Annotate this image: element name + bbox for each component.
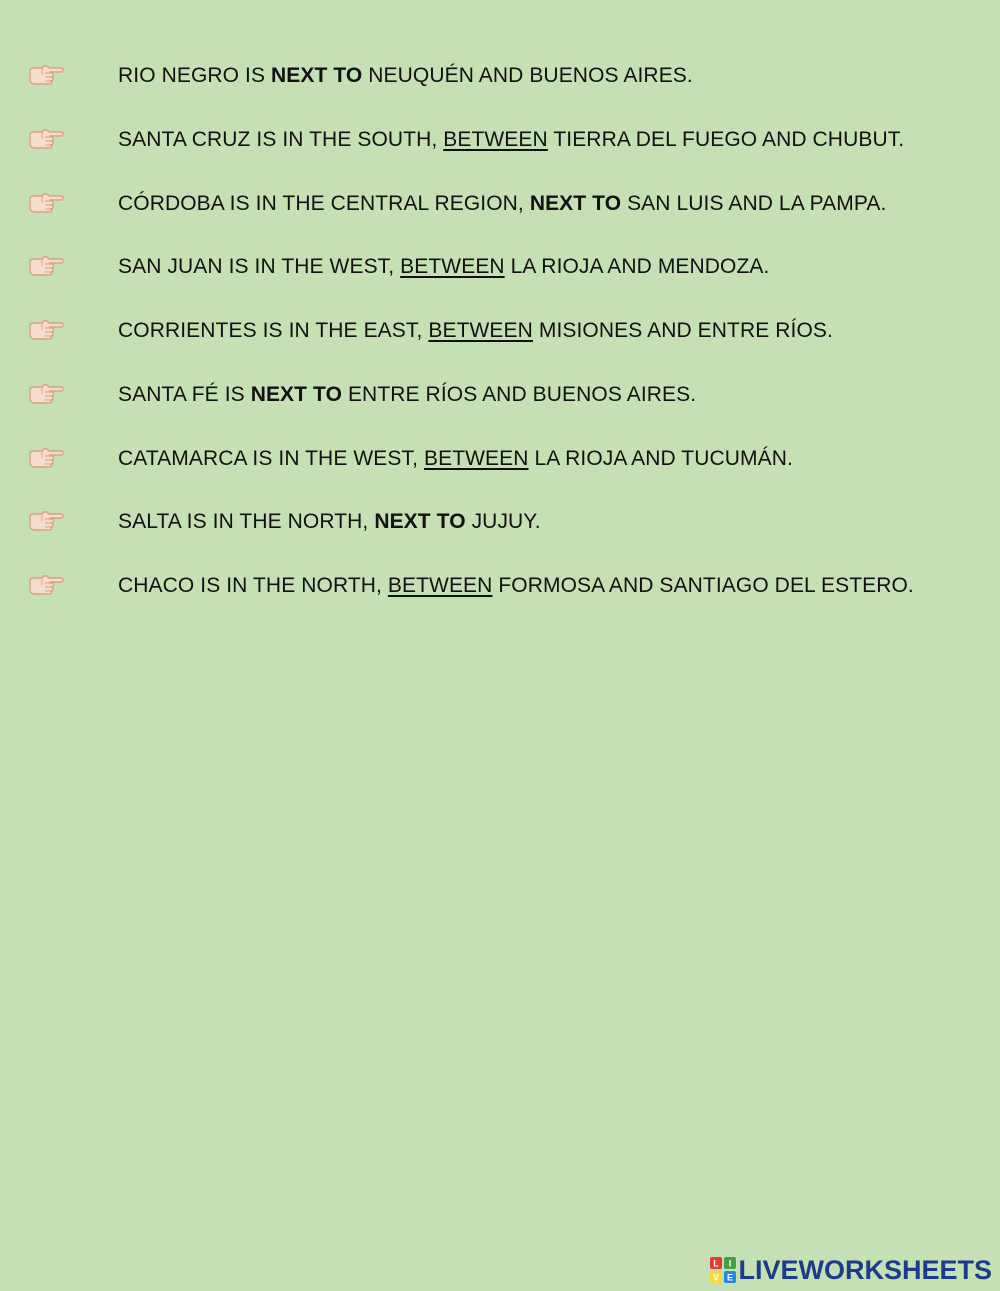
sentence-text — [118, 508, 541, 536]
keyword-between: BETWEEN — [423, 446, 529, 470]
sentence-fragment: MISIONES AND ENTRE RÍOS. — [532, 319, 833, 342]
brand-name: LIVEWORKSHEETS — [738, 1255, 992, 1285]
pointing-hand-icon — [28, 318, 64, 340]
pointing-hand-icon — [28, 573, 64, 595]
pointing-hand-icon — [28, 509, 64, 531]
sentence-fragment: SALTA IS IN THE NORTH, — [118, 510, 375, 534]
sentence-fragment: CÓRDOBA IS IN THE CENTRAL REGION, — [118, 191, 530, 215]
sentence-text — [118, 317, 833, 345]
list-item — [0, 120, 1000, 184]
keyword-next-to: NEXT TO — [374, 510, 466, 534]
sentence-text — [118, 572, 914, 600]
list-item — [0, 184, 1000, 248]
sentence-fragment: TIERRA DEL FUEGO AND CHUBUT. — [547, 127, 905, 151]
keyword-next-to: NEXT TO — [250, 382, 343, 406]
keyword-between: BETWEEN — [428, 319, 533, 342]
sentence-fragment: LA RIOJA AND MENDOZA. — [504, 255, 770, 279]
list-item — [0, 375, 1000, 439]
list-item — [0, 566, 1000, 630]
sentence-text — [118, 190, 886, 218]
pointing-hand-icon — [28, 191, 64, 213]
pointing-hand-icon — [28, 254, 64, 276]
logo-letter-e: E — [727, 1272, 734, 1283]
logo-letter-v: V — [713, 1272, 720, 1283]
sentence-fragment: LA RIOJA AND TUCUMÁN. — [528, 446, 793, 470]
list-item — [0, 311, 1000, 375]
sentence-fragment: SANTA CRUZ IS IN THE SOUTH, — [118, 127, 444, 151]
sentence-text — [118, 253, 769, 281]
sentence-list — [0, 56, 1000, 630]
sentence-text — [118, 126, 904, 154]
pointing-hand-icon — [28, 63, 64, 85]
pointing-hand-icon — [28, 127, 64, 149]
sentence-fragment: SANTA FÉ IS — [118, 382, 251, 406]
liveworksheets-logo-icon — [710, 1257, 736, 1283]
keyword-between: BETWEEN — [443, 127, 548, 151]
sentence-text — [118, 62, 693, 90]
sentence-text — [118, 381, 696, 409]
liveworksheets-branding[interactable] — [710, 1255, 992, 1285]
sentence-fragment: CHACO IS IN THE NORTH, — [118, 574, 388, 597]
sentence-fragment: RIO NEGRO IS — [118, 64, 271, 87]
sentence-fragment: SAN LUIS AND LA PAMPA. — [621, 191, 887, 215]
keyword-next-to: NEXT TO — [271, 64, 363, 87]
sentence-fragment: CORRIENTES IS IN THE EAST, — [118, 319, 429, 342]
keyword-next-to: NEXT TO — [529, 191, 622, 215]
pointing-hand-icon — [28, 382, 64, 404]
sentence-fragment: SAN JUAN IS IN THE WEST, — [118, 255, 401, 279]
logo-letter-i: I — [729, 1258, 732, 1269]
pointing-hand-icon — [28, 446, 64, 468]
sentence-fragment: CATAMARCA IS IN THE WEST, — [118, 446, 424, 470]
list-item — [0, 439, 1000, 503]
sentence-fragment: ENTRE RÍOS AND BUENOS AIRES. — [342, 382, 697, 406]
list-item — [0, 502, 1000, 566]
sentence-fragment: NEUQUÉN AND BUENOS AIRES. — [362, 64, 693, 87]
keyword-between: BETWEEN — [387, 574, 493, 597]
sentence-text — [118, 445, 793, 473]
sentence-fragment: FORMOSA AND SANTIAGO DEL ESTERO. — [492, 574, 914, 597]
keyword-between: BETWEEN — [400, 255, 505, 279]
logo-letter-l: L — [713, 1258, 720, 1269]
sentence-fragment: JUJUY. — [465, 510, 541, 534]
list-item — [0, 56, 1000, 120]
list-item — [0, 247, 1000, 311]
